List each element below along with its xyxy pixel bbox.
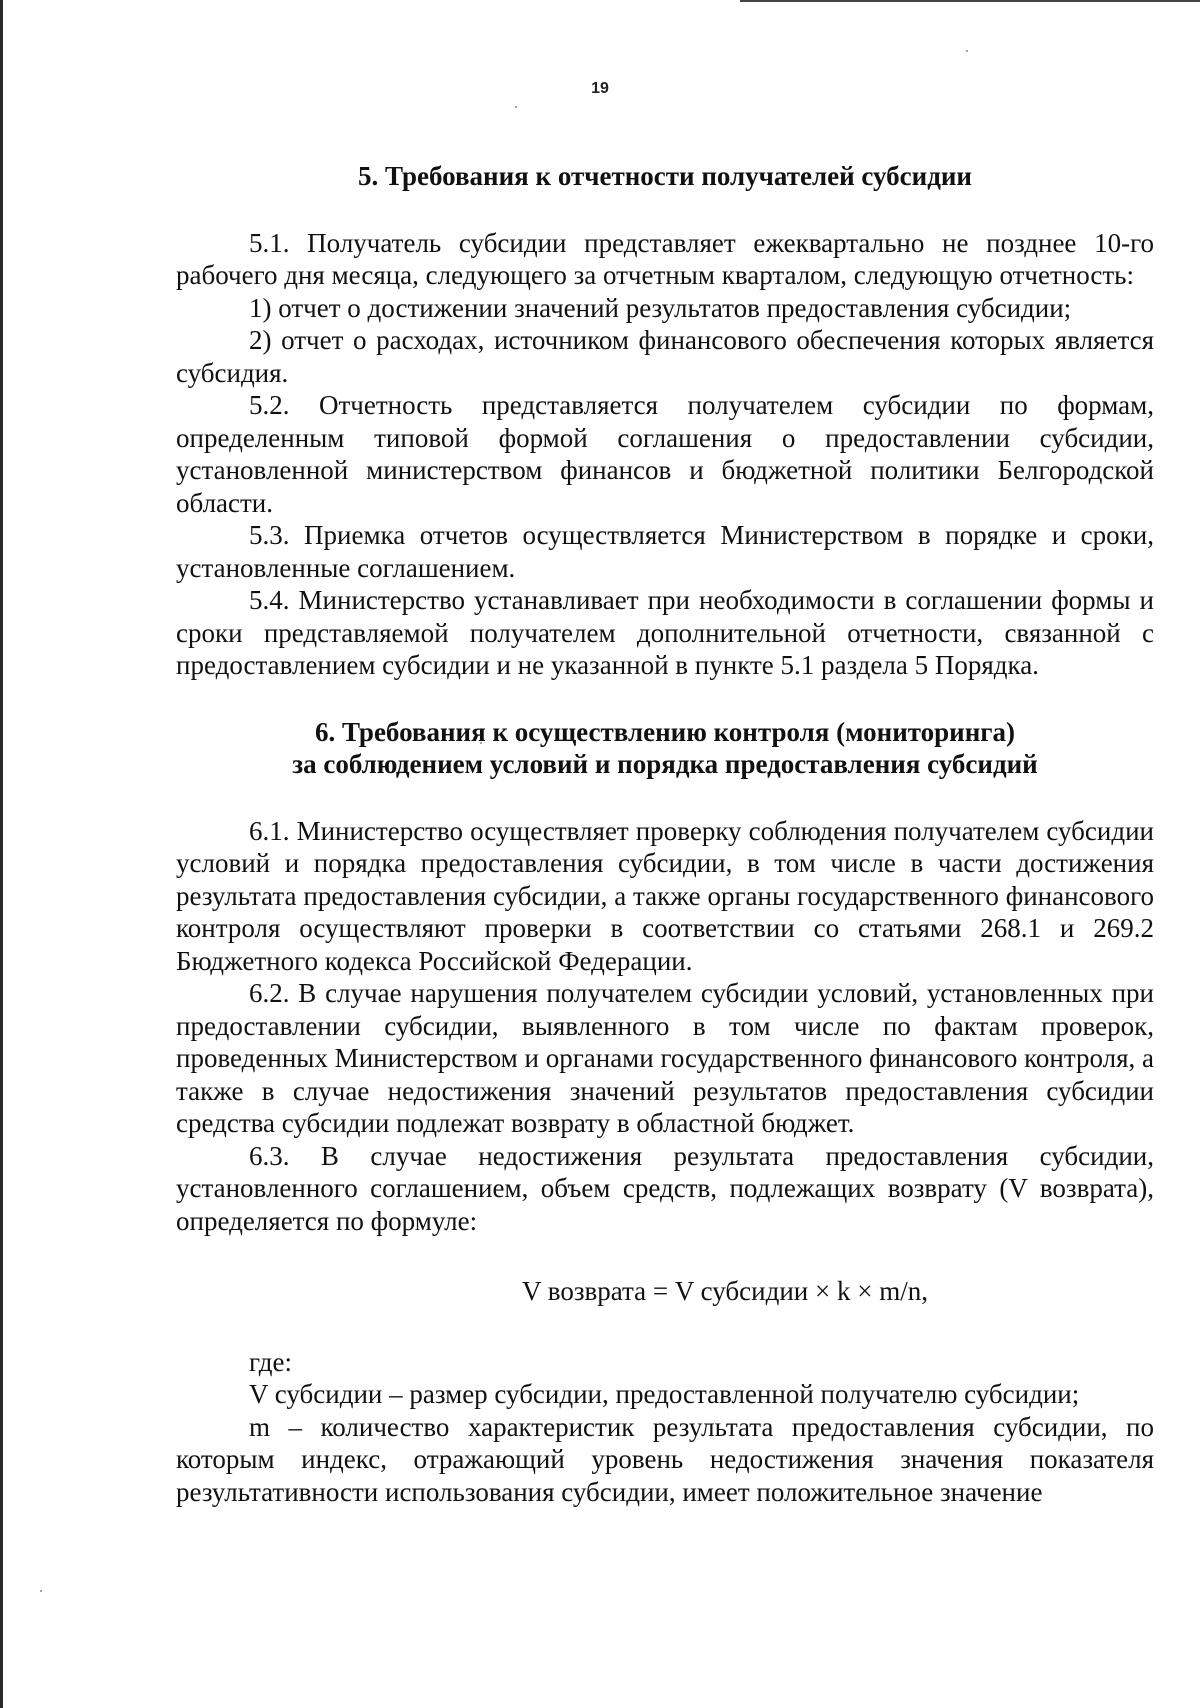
paragraph-6-1: 6.1. Министерство осуществляет проверку соблюдения получателем субсидии условий и порядка предоставления субсидии, в том числе в части достижения результата предоставления субсидии, а также органы государственного финансового контроля осуществляют проверки в соответствии со статьями 268.1 и 269.2 Бюджетного кодекса Российской Федерации.: [176, 815, 1154, 976]
section-6-title-line-1: 6. Требования к осуществлению контроля (мониторинга): [314, 716, 1016, 747]
spacer: [176, 682, 1154, 716]
paragraph-5-1: 5.1. Получатель субсидии представляет ежеквартально не позднее 10-го рабочего дня месяца, следующего за отчетным кварталом, следующую отчетность:: [176, 227, 1154, 290]
list-item-5-1-1: 1) отчет о достижении значений результатов предоставления субсидии;: [249, 292, 1072, 323]
scan-speck: [515, 106, 517, 108]
definition-m: m – количество характеристик результата предоставления субсидии, по которым индекс, отражающий уровень недостижения значения показателя результативности использования субсидии, имеет положительное значение: [176, 1411, 1154, 1507]
section-5-title: 5. Требования к отчетности получателей субсидии: [358, 161, 972, 191]
where-label: где:: [249, 1346, 292, 1377]
paragraph-5-3: 5.3. Приемка отчетов осуществляется Министерством в порядке и сроки, установленные соглашением.: [176, 520, 1154, 583]
refund-formula: V возврата = V субсидии × k × m/n,: [522, 1276, 928, 1306]
definition-v-subsidy: V субсидии – размер субсидии, предоставленной получателю субсидии;: [249, 1379, 1080, 1409]
list-item-5-1-2: 2) отчет о расходах, источником финансового обеспечения которых является субсидия.: [176, 325, 1154, 388]
document-body: [176, 160, 1154, 1508]
scan-speck: [966, 50, 968, 52]
page-number: 19: [591, 80, 609, 97]
section-5-heading: [176, 160, 1154, 193]
paragraph-5-2: 5.2. Отчетность представляется получателем субсидии по формам, определенным типовой формой соглашения о предоставлении субсидии, установленной министерством финансов и бюджетной политики Белгородской области.: [176, 390, 1154, 518]
spacer: [176, 781, 1154, 815]
paragraph-5-4: 5.4. Министерство устанавливает при необходимости в соглашении формы и сроки представляемой получателем дополнительной отчетности, связанной с предоставлением субсидии и не указанной в пункте 5.1 раздела 5 Порядка.: [176, 585, 1154, 680]
spacer: [176, 193, 1154, 227]
spacer: [176, 1308, 1154, 1346]
paragraph-6-2: 6.2. В случае нарушения получателем субсидии условий, установленных при предоставлении субсидии, выявленного в том числе по фактам проверок, проведенных Министерством и органами государственного финансового контроля, а также в случае недостижения значений результатов предоставления субсидии средства субсидии подлежат возврату в областной бюджет.: [176, 978, 1154, 1138]
scan-top-edge: [740, 0, 1200, 2]
paragraph-6-3: 6.3. В случае недостижения результата предоставления субсидии, установленного соглашением, объем средств, подлежащих возврату (V возврата), определяется по формуле:: [176, 1140, 1154, 1236]
scan-left-edge: [0, 0, 3, 1708]
scan-speck: [40, 1590, 42, 1592]
section-6-heading: [176, 716, 1154, 781]
spacer: [176, 1237, 1154, 1275]
section-6-title-line-2: за соблюдением условий и порядка предоставления субсидий: [292, 749, 1038, 779]
